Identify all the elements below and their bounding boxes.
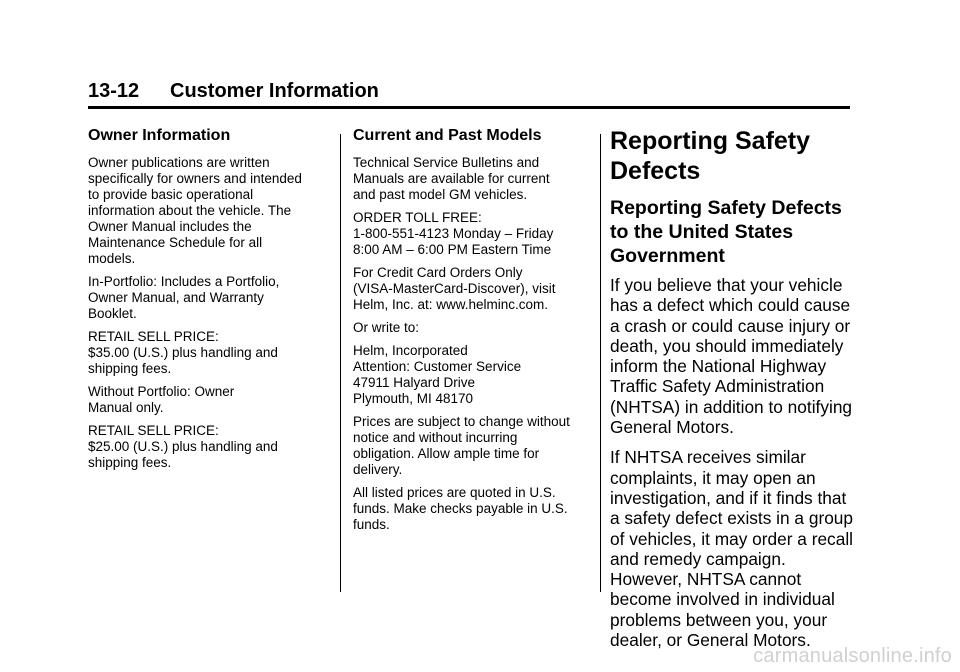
column-divider — [600, 134, 601, 592]
page-number: 13-12 — [88, 80, 140, 102]
paragraph: Helm, Incorporated Attention: Customer Service 47911 Halyard Drive Plymouth, MI 48170 — [353, 343, 522, 406]
paragraph: Prices are subject to change without notice and without incurring obligation. Allow ample time for delivery. — [353, 414, 570, 477]
page-header — [88, 80, 850, 109]
reporting-safety-defects-column — [610, 126, 860, 660]
paragraph: RETAIL SELL PRICE: $25.00 (U.S.) plus handling and shipping fees. — [88, 423, 278, 470]
column-divider — [340, 134, 341, 592]
paragraph: If you believe that your vehicle has a defect which could cause a crash or could cause injury or death, you should immediately inform the National Highway Traffic Safety Administration (NHTSA) in addition to notifying General Motors. — [610, 275, 853, 438]
paragraph: ORDER TOLL FREE: 1-800-551-4123 Monday – Friday 8:00 AM – 6:00 PM Eastern Time — [353, 210, 554, 257]
current-past-models-column — [353, 126, 593, 540]
current-past-models-heading: Current and Past Models — [353, 127, 542, 144]
paragraph: In-Portfolio: Includes a Portfolio, Owner Manual, and Warranty Booklet. — [88, 274, 280, 321]
paragraph: If NHTSA receives similar complaints, it may open an investigation, and if it finds that a safety defect exists in a group of vehicles, it may order a recall and remedy campaign. However, NHTSA cannot become involved in individual problems between you, your dealer, or General Motors. — [610, 447, 854, 651]
paragraph: For Credit Card Orders Only (VISA-MasterCard-Discover), visit Helm, Inc. at: www.helminc.com. — [353, 265, 556, 312]
paragraph: Technical Service Bulletins and Manuals are available for current and past model GM vehicles. — [353, 155, 550, 202]
reporting-to-government-subtitle: Reporting Safety Defects to the United States Government — [610, 197, 842, 267]
paragraph: All listed prices are quoted in U.S. funds. Make checks payable in U.S. funds. — [353, 485, 568, 532]
paragraph: Owner publications are written specifically for owners and intended to provide basic operational information about the vehicle. The Owner Manual includes the Maintenance Schedule for all models. — [88, 155, 302, 266]
paragraph: Or write to: — [353, 320, 420, 335]
watermark: carmanualsonline.info — [753, 645, 952, 667]
section-title: Customer Information — [170, 80, 379, 102]
reporting-safety-defects-title: Reporting Safety Defects — [610, 127, 811, 185]
owner-information-heading: Owner Information — [88, 127, 231, 144]
paragraph: Without Portfolio: Owner Manual only. — [88, 384, 235, 415]
paragraph: RETAIL SELL PRICE: $35.00 (U.S.) plus handling and shipping fees. — [88, 329, 278, 376]
owner-information-column — [88, 126, 333, 478]
